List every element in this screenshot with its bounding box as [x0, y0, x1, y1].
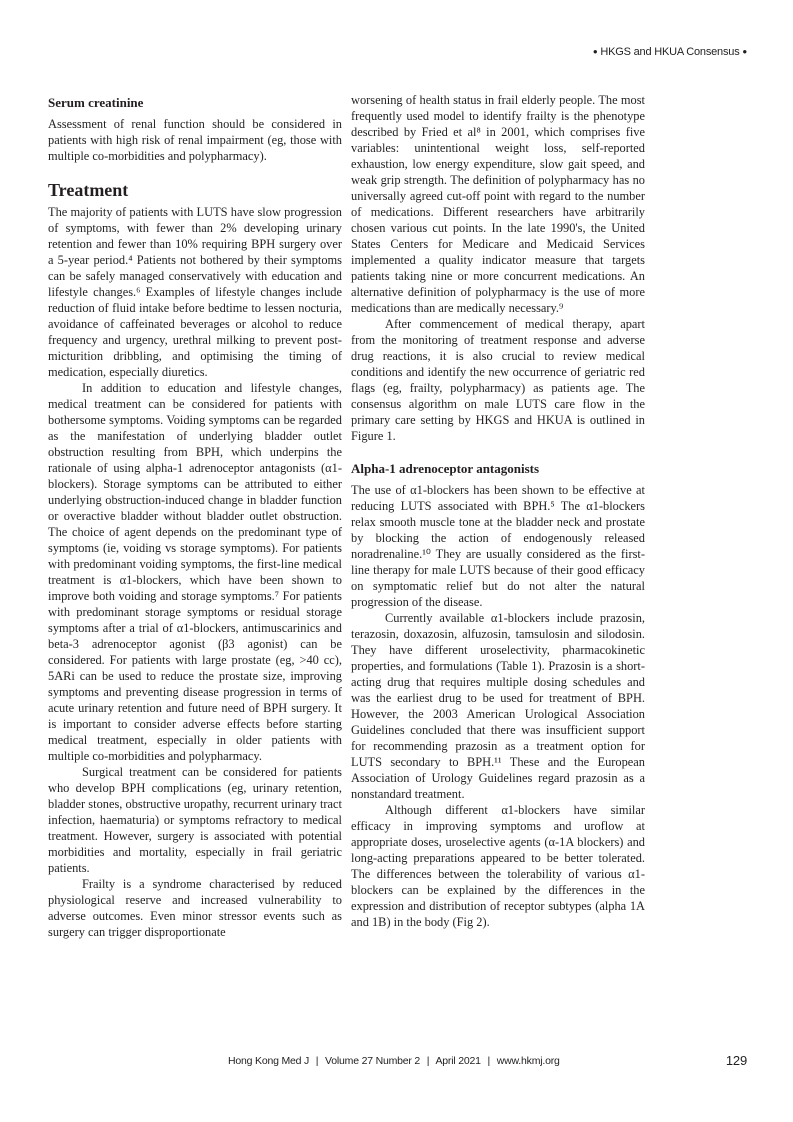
publication-date: April 2021: [435, 1055, 481, 1067]
footer-separator: |: [315, 1055, 319, 1067]
paragraph: Frailty is a syndrome characterised by reduced physiological reserve and increased vulnerability to adverse outcomes. Even minor stressor events such as surgery can trigger disproportionate: [48, 877, 342, 939]
paragraph: Currently available α1-blockers include prazosin, terazosin, doxazosin, alfuzosin, tamsulosin and silodosin. They have different uroselectivity, pharmacokinetic properties, and formulations (Table 1). Prazosin is a short-acting drug that requires multiple dosing schedules and was the earliest drug to be used for treatment of BPH. However, the 2003 American Urological Association Guidelines concluded that there was insufficient support for recommending prazosin as a treatment option for LUTS secondary to BPH.¹¹ These and the European Association of Urology Guidelines regard prazosin as a nonstandard treatment.: [351, 611, 645, 801]
bullet-icon: ●: [592, 47, 598, 56]
journal-name: Hong Kong Med J: [228, 1055, 310, 1067]
paragraph: The majority of patients with LUTS have slow progression of symptoms, with fewer than 2% developing urinary retention and fewer than 10% requiring BPH surgery over a 5-year period.⁴ Patients not bothered by their symptoms can be safely managed conservatively with education and lifestyle changes.⁶ Examples of lifestyle changes include reduction of fluid intake before bedtime to lessen nocturia, avoidance of caffeinated beverages or alcohol to reduce frequency and urgency, urethral milking to prevent post-micturition dribbling, and optimising the timing of medication, especially diuretics.: [48, 205, 342, 379]
section-gap: [351, 444, 645, 458]
volume-number: Volume 27 Number 2: [325, 1055, 421, 1067]
paragraph: Surgical treatment can be considered for patients who develop BPH complications (eg, urinary retention, bladder stones, obstructive uropathy, recurrent urinary tract infection, haematuria) or symptoms refractory to medical treatment. However, surgery is associated with potential morbidities and mortality, especially in frail geriatric patients.: [48, 765, 342, 875]
right-column: [351, 92, 645, 930]
section-heading-treatment: Treatment: [48, 180, 129, 200]
footer-separator: |: [487, 1055, 490, 1067]
page-number: 129: [725, 1053, 747, 1068]
bullet-icon: ●: [742, 47, 747, 56]
left-column: [48, 92, 342, 940]
footer-citation: [228, 1055, 560, 1067]
paragraph: Although different α1-blockers have similar efficacy in improving symptoms and uroflow at appropriate doses, uroselective agents (α-1A blockers) and long-acting preparations appeared to be better tolerated. The differences between the tolerability of various α1-blockers can be explained by the differences in the expression and distribution of receptor subtypes (alpha 1A and 1B) in the body (Fig 2).: [351, 803, 645, 929]
paragraph: Assessment of renal function should be considered in patients with high risk of renal impairment (eg, those with multiple co-morbidities and polypharmacy).: [48, 117, 342, 163]
paragraph: worsening of health status in frail elderly people. The most frequently used model to identify frailty is the phenotype described by Fried et al⁸ in 2001, which comprises five variables: unintentional weight loss, self-reported exhaustion, low energy expenditure, slow gait speed, and weak grip strength. The definition of polypharmacy has no universally agreed cut-off point with regard to the number of medications. Different researchers have arbitrarily chosen various cut points. In the late 1990's, the United States Centers for Medicare and Medicaid Services implemented a quality indicator measure that targets patients taking nine or more concurrent medications. An alternative definition of polypharmacy is the use of more medications than are medically necessary.⁹: [351, 93, 645, 315]
paragraph: In addition to education and lifestyle changes, medical treatment can be considered for patients with bothersome symptoms. Voiding symptoms can be regarded as the manifestation of underlying bladder outlet obstruction resulting from BPH, which underpins the rationale of using alpha-1 adrenoceptor antagonists (α1-blockers). Storage symptoms can be attributed to either underlying obstruction-induced change in bladder function or overactive bladder without bladder outlet obstruction. The choice of agent depends on the predominant type of symptoms (ie, voiding vs storage symptoms). For patients with predominant voiding symptoms, the first-line medical treatment is α1-blockers, which have been shown to improve both voiding and storage symptoms.⁷ For patients with predominant storage symptoms or residual storage symptoms after a trial of α1-blockers, antimuscarinics and beta-3 adrenoceptor agonist (β3 agonist) can be considered. For patients with large prostate (eg, >40 cc), 5ARi can be used to reduce the prostate size, improving symptoms and preventing disease progression in terms of acute urinary retention and future need of BPH surgery. It is important to consider adverse effects before starting medical treatment, especially in older patients with multiple co-morbidities and polypharmacy.: [48, 381, 342, 763]
section-heading-serum-creatinine: Serum creatinine: [48, 95, 144, 110]
paragraph: After commencement of medical therapy, apart from the monitoring of treatment response and adverse drug reactions, it is also crucial to review medical conditions and identify the new occurrence of geriatric red flags (eg, frailty, polypharmacy) as patients age. The consensus algorithm on male LUTS care flow in the primary care setting by HKGS and HKUA is outlined in Figure 1.: [351, 317, 645, 443]
running-header-text: HKGS and HKUA Consensus: [600, 46, 740, 58]
footer-separator: |: [426, 1055, 430, 1067]
journal-url[interactable]: www.hkmj.org: [496, 1055, 560, 1067]
running-header: [593, 46, 747, 58]
section-heading-alpha-1: Alpha-1 adrenoceptor antagonists: [351, 461, 540, 476]
paragraph: The use of α1-blockers has been shown to be effective at reducing LUTS associated with BPH.⁵ The α1-blockers relax smooth muscle tone at the bladder neck and prostate by blocking the action of endogenously released noradrenaline.¹⁰ They are usually considered as the first-line therapy for male LUTS because of their good efficacy on symptomatic relief but do not alter the natural progression of the disease.: [351, 483, 645, 609]
